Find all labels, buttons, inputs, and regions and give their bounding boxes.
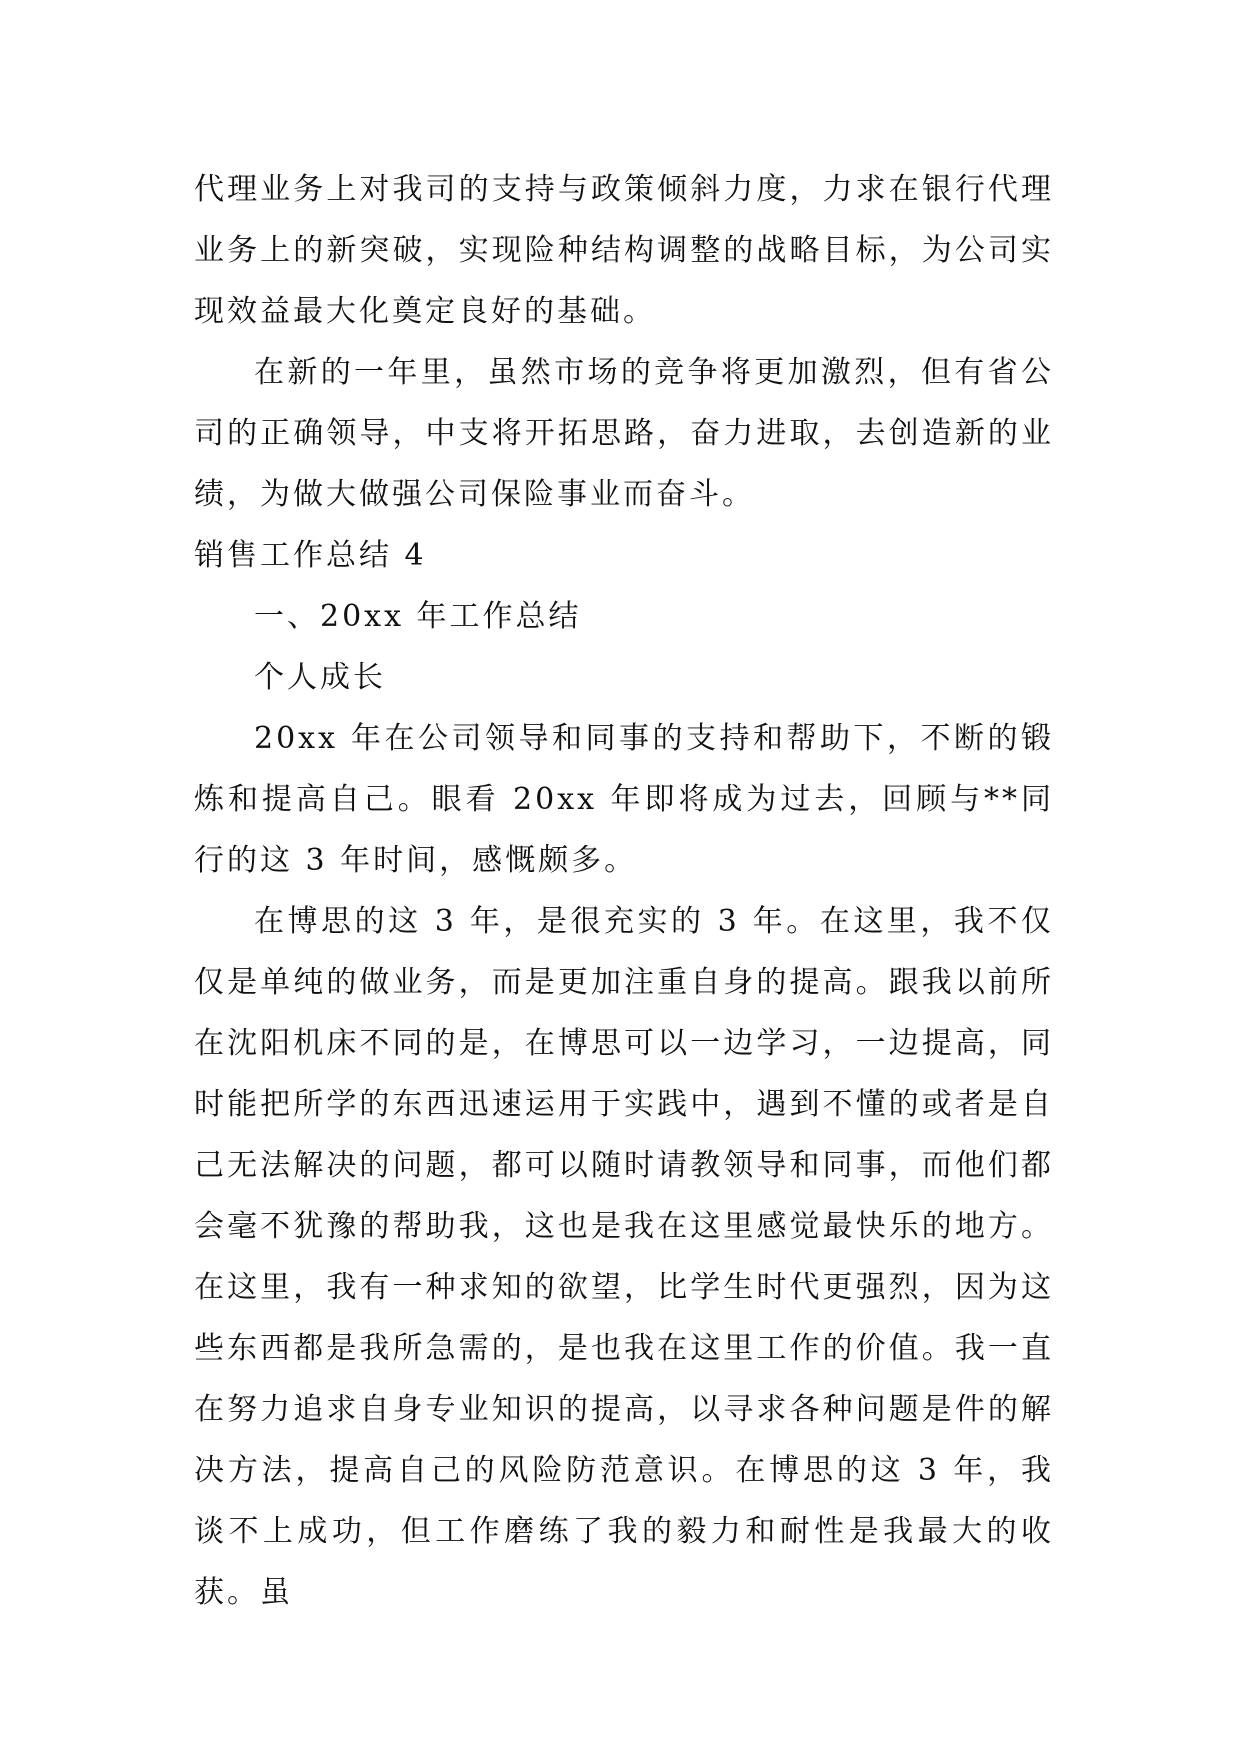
document-body [194,159,1054,1623]
subheading-personal-growth: 个人成长 [254,660,386,695]
paragraph-continuation: 代理业务上对我司的支持与政策倾斜力度，力求在银行代理业务上的新突破，实现险种结构调整的战略目标，为公司实现效益最大化奠定良好的基础。 [194,172,1054,329]
paragraph-outlook: 在新的一年里，虽然市场的竞争将更加激烈，但有省公司的正确领导，中支将开拓思路，奋力进取，去创造新的业绩，为做大做强公司保险事业而奋斗。 [194,355,1054,512]
paragraph-growth-intro: 20xx 年在公司领导和同事的支持和帮助下，不断的锻炼和提高自己。眼看 20xx 年即将成为过去，回顾与**同行的这 3 年时间，感慨颇多。 [194,721,1054,878]
section-title: 销售工作总结 4 [194,538,427,573]
paragraph-growth-details: 在博思的这 3 年，是很充实的 3 年。在这里，我不仅仅是单纯的做业务，而是更加注重自身的提高。跟我以前所在沈阳机床不同的是，在博思可以一边学习，一边提高，同时能把所学的东西迅速运用于实践中，遇到不懂的或者是自己无法解决的问题，都可以随时请教领导和同事，而他们都会毫不犹豫的帮助我，这也是我在这里感觉最快乐的地方。在这里，我有一种求知的欲望，比学生时代更强烈，因为这些东西都是我所急需的，是也我在这里工作的价值。我一直在努力追求自身专业知识的提高，以寻求各种问题是件的解决方法，提高自己的风险防范意识。在博思的这 3 年，我谈不上成功，但工作磨练了我的毅力和耐性是我最大的收获。虽 [194,904,1054,1610]
subheading-annual-summary: 一、20xx 年工作总结 [254,599,582,634]
